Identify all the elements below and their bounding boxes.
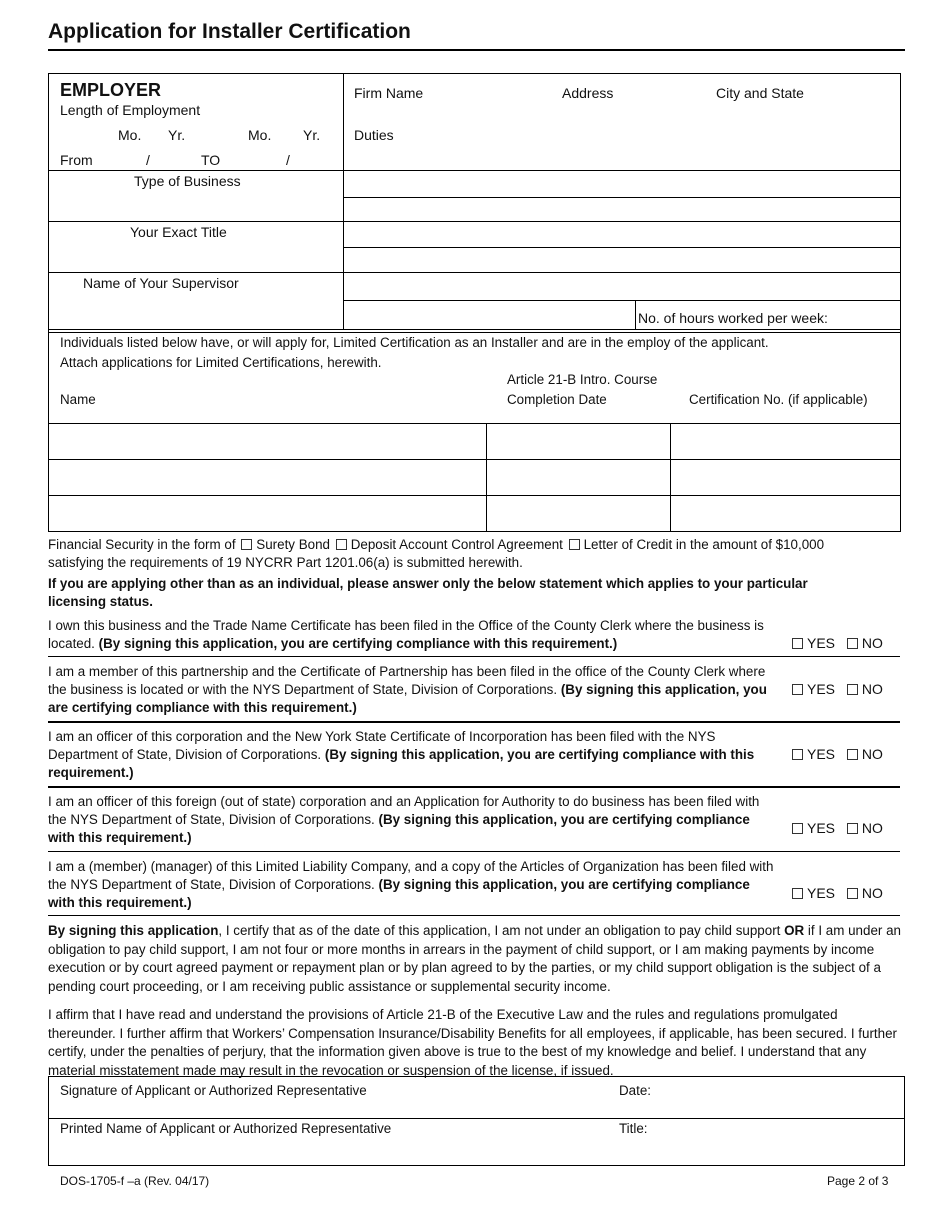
- title-label: Title:: [619, 1121, 648, 1136]
- length-of-employment-label: Length of Employment: [60, 102, 201, 118]
- statement-llc: I am a (member) (manager) of this Limited Liability Company, and a copy of the Articles of Organization has been filed with the NYS Department of State, Division of Corporations. (By signing this application, you are certifying compliance with this requirement.): [48, 859, 774, 910]
- from-month-label: Mo.: [118, 127, 142, 143]
- yes-checkbox[interactable]: [792, 749, 803, 760]
- yes-checkbox[interactable]: [792, 638, 803, 649]
- limited-cert-line2: Attach applications for Limited Certifications, herewith.: [60, 355, 382, 370]
- city-state-label: City and State: [716, 85, 804, 101]
- child-support-paragraph: By signing this application, I certify that as of the date of this application, I am not under an obligation to pay child support OR if I am under an obligation to pay child support, I am not four or more months in arrears in the payment of child support, or I am making payments by income execution or by court agreed payment or repayment plan or by plan agreed to by the parties, or my child support obligation is the subject of a pending court proceeding, or I am receiving public assistance or supplemental security income.: [48, 923, 901, 994]
- firm-name-label: Firm Name: [354, 85, 424, 101]
- page-number: Page 2 of 3: [827, 1174, 889, 1188]
- yes-checkbox[interactable]: [792, 888, 803, 899]
- limited-cert-line1: Individuals listed below have, or will apply for, Limited Certification as an Installer and are in the employ of the applicant.: [60, 335, 769, 350]
- no-checkbox[interactable]: [847, 823, 858, 834]
- statement-partnership: I am a member of this partnership and the Certificate of Partnership has been filed in the office of the County Clerk where the business is located or with the NYS Department of State, Division of Corporations. (By signing this application, you are certifying compliance with this requirement.): [48, 664, 767, 715]
- hours-per-week-label: No. of hours worked per week:: [638, 310, 828, 326]
- title-field[interactable]: [660, 1119, 900, 1164]
- limited-row-name-3[interactable]: [49, 496, 486, 531]
- no-checkbox[interactable]: [847, 749, 858, 760]
- to-month-label: Mo.: [248, 127, 272, 143]
- statement-sole-owner-answer: YES NO: [790, 635, 883, 651]
- supervisor-label: Name of Your Supervisor: [83, 275, 239, 291]
- statement-foreign-corporation: I am an officer of this foreign (out of state) corporation and an Application for Authority to do business has been filed with the NYS Department of State, Division of Corporations. (By signing this application, you are certifying compliance with this requirement.): [48, 794, 760, 845]
- form-id: DOS-1705-f –a (Rev. 04/17): [60, 1174, 210, 1188]
- signature-field[interactable]: [49, 1100, 609, 1117]
- no-checkbox[interactable]: [847, 684, 858, 695]
- licensing-instruction: If you are applying other than as an individual, please answer only the below statement which applies to your particular licensing status.: [48, 576, 808, 609]
- no-checkbox[interactable]: [847, 638, 858, 649]
- statement-corporation-answer: YES NO: [790, 746, 883, 762]
- to-year-label: Yr.: [303, 127, 321, 143]
- from-date-separator: /: [146, 152, 150, 168]
- affirmation-paragraph: I affirm that I have read and understand the provisions of Article 21-B of the Executive Law and the rules and regulations promulgated thereunder. I further affirm that Workers’ Compensation Insurance/Disability Benefits for all employees, if applicable, has been secured. I further certify, under the penalties of perjury, that the information given above is true to the best of my knowledge and belief. I understand that any material misstatement made may result in the revocation or suspension of the license, if issued.: [48, 1007, 897, 1078]
- address-label: Address: [562, 85, 614, 101]
- statement-llc-answer: YES NO: [790, 885, 883, 901]
- statement-corporation: I am an officer of this corporation and the New York State Certificate of Incorporation has been filed with the NYS Department of State, Division of Corporations. (By signing this application, you are certifying compliance with this requirement.): [48, 729, 755, 780]
- surety-bond-checkbox[interactable]: [241, 539, 252, 550]
- limited-row-name-2[interactable]: [49, 460, 486, 495]
- title-rule: [48, 49, 905, 51]
- printed-name-label: Printed Name of Applicant or Authorized Representative: [60, 1121, 392, 1136]
- financial-prefix: Financial Security in the form of: [48, 537, 236, 552]
- no-checkbox[interactable]: [847, 888, 858, 899]
- statement-sole-owner: I own this business and the Trade Name Certificate has been filed in the Office of the County Clerk where the business is located. (By signing this application, you are certifying compliance with this requirement.): [48, 618, 764, 651]
- page-title: Application for Installer Certification: [48, 20, 411, 43]
- date-label: Date:: [619, 1083, 652, 1098]
- date-field[interactable]: [660, 1080, 900, 1116]
- statement-partnership-answer: YES NO: [790, 681, 883, 697]
- surety-bond-label: Surety Bond: [256, 537, 330, 552]
- course-col-header-2: Completion Date: [507, 392, 607, 407]
- course-col-header-1: Article 21-B Intro. Course: [507, 372, 658, 387]
- yes-checkbox[interactable]: [792, 684, 803, 695]
- yes-checkbox[interactable]: [792, 823, 803, 834]
- duties-label: Duties: [354, 127, 394, 143]
- employer-heading: EMPLOYER: [60, 80, 162, 100]
- exact-title-label: Your Exact Title: [130, 224, 227, 240]
- deposit-account-checkbox[interactable]: [336, 539, 347, 550]
- to-date-separator: /: [286, 152, 290, 168]
- letter-of-credit-label: Letter of Credit in the amount of $10,000: [583, 537, 825, 552]
- limited-row-name-1[interactable]: [49, 424, 486, 459]
- to-label: TO: [201, 152, 221, 168]
- letter-of-credit-checkbox[interactable]: [569, 539, 580, 550]
- cert-no-col-header: Certification No. (if applicable): [689, 392, 868, 407]
- statement-foreign-corporation-answer: YES NO: [790, 820, 883, 836]
- from-year-label: Yr.: [168, 127, 186, 143]
- deposit-account-label: Deposit Account Control Agreement: [350, 537, 563, 552]
- name-col-header: Name: [60, 392, 96, 407]
- printed-name-field[interactable]: [49, 1139, 609, 1164]
- signature-label: Signature of Applicant or Authorized Representative: [60, 1083, 367, 1098]
- financial-security-line1: [48, 536, 908, 554]
- financial-security-line2: satisfying the requirements of 19 NYCRR Part 1201.06(a) is submitted herewith.: [48, 555, 523, 570]
- from-label: From: [60, 152, 93, 168]
- type-of-business-label: Type of Business: [134, 173, 241, 189]
